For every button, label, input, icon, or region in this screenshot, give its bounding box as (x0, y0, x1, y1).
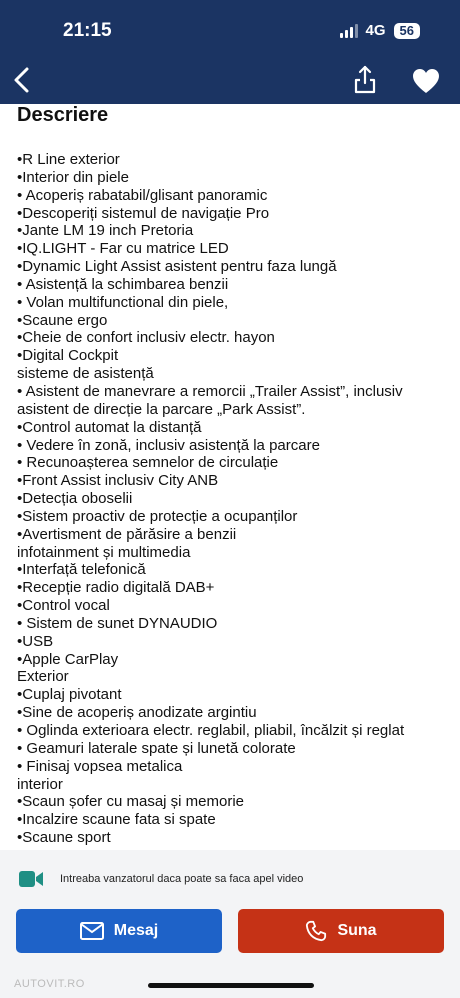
description-line: • Geamuri laterale spate și lunetă colorate (17, 739, 296, 757)
description-line: • Acoperiș rabatabil/glisant panoramic (17, 186, 268, 204)
description-line: •Apple CarPlay (17, 650, 119, 668)
video-call-row[interactable] (18, 868, 303, 890)
description-line: •Detecția oboselii (17, 490, 133, 508)
description-line: •Recepție radio digitală DAB+ (17, 579, 215, 597)
watermark: AUTOVIT.RO (14, 978, 85, 990)
heart-icon[interactable] (412, 68, 440, 94)
description-line: • Sistem de sunet DYNAUDIO (17, 614, 218, 632)
back-icon[interactable] (12, 66, 32, 94)
description-line: •Scaune sport (17, 829, 111, 847)
description-panel (0, 104, 460, 850)
description-line: •Interfață telefonică (17, 561, 146, 579)
message-button-label: Mesaj (113, 922, 159, 939)
call-button[interactable] (238, 909, 444, 953)
status-time: 21:15 (63, 20, 112, 41)
description-line: • Volan multifunctional din piele, (17, 293, 229, 311)
description-line: •Descoperiți sistemul de navigație Pro (17, 204, 270, 222)
description-line: • Asistent de manevrare a remorcii „Trailer Assist”, inclusiv (17, 382, 403, 400)
description-line: Exterior (17, 668, 69, 686)
description-line: •Control vocal (17, 597, 110, 615)
description-line: • Recunoașterea semnelor de circulație (17, 454, 279, 472)
description-line: • Asistență la schimbarea benzii (17, 275, 229, 293)
description-line: •Incalzire scaune fata si spate (17, 811, 216, 829)
description-line: • Finisaj vopsea metalica (17, 757, 183, 775)
description-line: •Scaune ergo (17, 311, 108, 329)
network-type: 4G (365, 22, 386, 39)
phone-icon (305, 920, 327, 942)
description-line: •Dynamic Light Assist asistent pentru faza lungă (17, 258, 337, 276)
signal-icon (340, 24, 358, 38)
description-line: •Jante LM 19 inch Pretoria (17, 222, 194, 240)
section-title: Descriere (17, 104, 109, 126)
description-line: infotainment și multimedia (17, 543, 191, 561)
description-line: •Sine de acoperiș anodizate argintiu (17, 704, 257, 722)
description-line: •Cuplaj pivotant (17, 686, 122, 704)
description-line: • Oglinda exterioara electr. reglabil, pliabil, încălzit și reglat (17, 722, 405, 739)
envelope-icon (80, 922, 104, 940)
battery-level: 56 (394, 23, 420, 39)
description-line: •Front Assist inclusiv City ANB (17, 472, 219, 490)
description-line: •Cheie de confort inclusiv electr. hayon (17, 329, 275, 347)
contact-bar (0, 850, 460, 998)
description-line: asistent de direcție la parcare „Park Assist”. (17, 400, 306, 418)
description-line: •R Line exterior (17, 151, 120, 168)
message-button[interactable] (16, 909, 222, 953)
video-camera-icon (18, 868, 44, 890)
description-line: •Scaun șofer cu masaj și memorie (17, 793, 244, 811)
description-line: sisteme de asistență (17, 365, 154, 383)
app-header (0, 0, 460, 104)
share-icon[interactable] (353, 64, 377, 94)
description-line: •IQ.LIGHT - Far cu matrice LED (17, 240, 229, 258)
call-button-label: Suna (337, 922, 377, 939)
status-indicators (340, 22, 420, 39)
video-call-text: Intreaba vanzatorul daca poate sa faca apel video (60, 873, 304, 885)
description-line: •USB (17, 632, 54, 650)
description-line: •Digital Cockpit (17, 347, 119, 365)
description-line: •Sistem proactiv de protecție a ocupanților (17, 507, 298, 525)
description-line: •Control automat la distanță (17, 418, 202, 436)
description-line: interior (17, 775, 63, 793)
description-line: • Vedere în zonă, inclusiv asistență la parcare (17, 436, 320, 454)
description-list (17, 151, 404, 847)
description-line: •Avertisment de părăsire a benzii (17, 525, 237, 543)
home-indicator (148, 983, 314, 988)
description-line: •Interior din piele (17, 168, 129, 186)
